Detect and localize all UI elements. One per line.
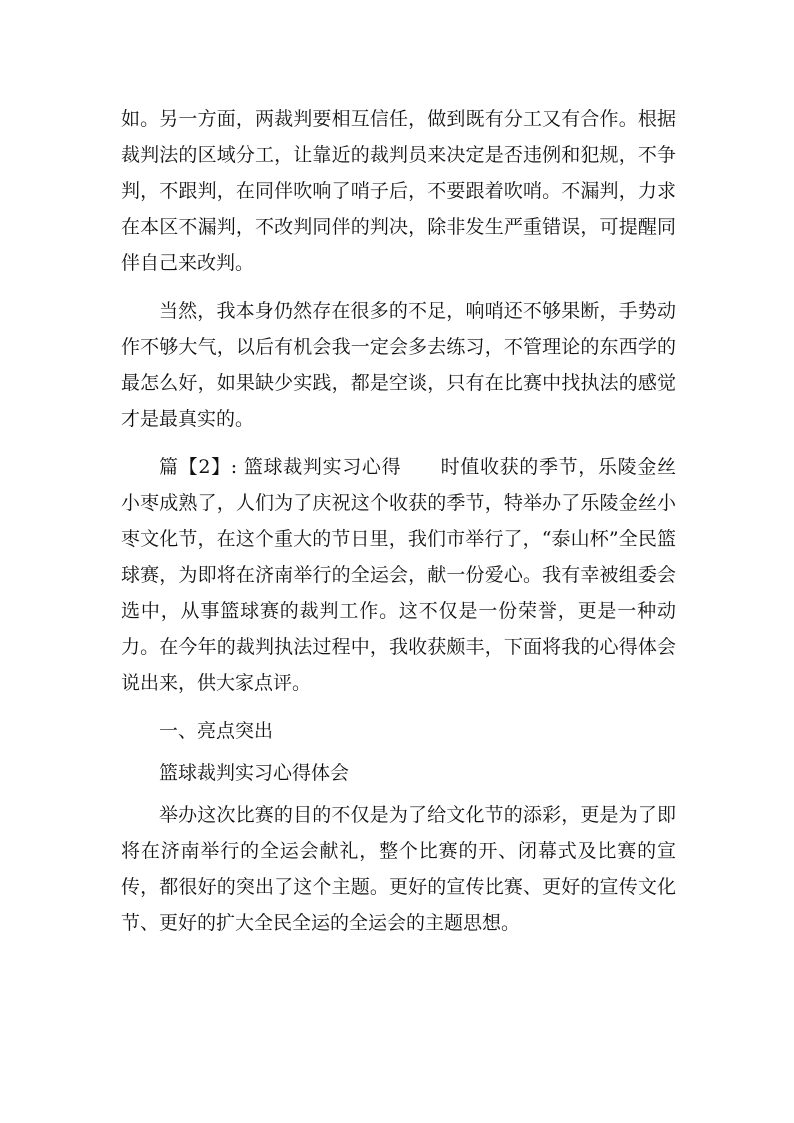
paragraph-self-reflection: 当然，我本身仍然存在很多的不足，响哨还不够果断，手势动作不够大气，以后有机会我一定会多去练习，不管理论的东西学的最怎么好，如果缺少实践，都是空谈，只有在比赛中找执法的感觉才是最真实的。 [121,300,676,430]
paragraph-referee-cooperation: 如。另一方面，两裁判要相互信任，做到既有分工又有合作。根据裁判法的区域分工，让靠近的裁判员来决定是否违例和犯规，不争判，不跟判，在同伴吹响了哨子后，不要跟着吹哨。不漏判，力求在本区不漏判，不改判同伴的判决，除非发生严重错误，可提醒同伴自己来改判。 [121,108,676,274]
section-heading-highlights: 一、亮点突出 [159,720,274,742]
subheading-experience: 篮球裁判实习心得体会 [159,762,350,784]
document-body [121,101,676,953]
paragraph-event-purpose: 举办这次比赛的目的不仅是为了给文化节的添彩，更是为了即将在济南举行的全运会献礼，整个比赛的开、闭幕式及比赛的宣传，都很好的突出了这个主题。更好的宣传比赛、更好的宣传文化节、更好的扩大全民全运的全运会的主题思想。 [121,804,676,934]
paragraph-article-2-intro: 篇【2】: 篮球裁判实习心得 时值收获的季节，乐陵金丝小枣成熟了，人们为了庆祝这个收获的季节，特举办了乐陵金丝小枣文化节，在这个重大的节日里，我们市举行了，“泰山杯”全民篮球赛，为即将在济南举行的全运会，献一份爱心。我有幸被组委会选中，从事篮球赛的裁判工作。这不仅是一份荣誉，更是一种动力。在今年的裁判执法过程中，我收获颇丰，下面将我的心得体会说出来，供大家点评。 [121,456,676,694]
